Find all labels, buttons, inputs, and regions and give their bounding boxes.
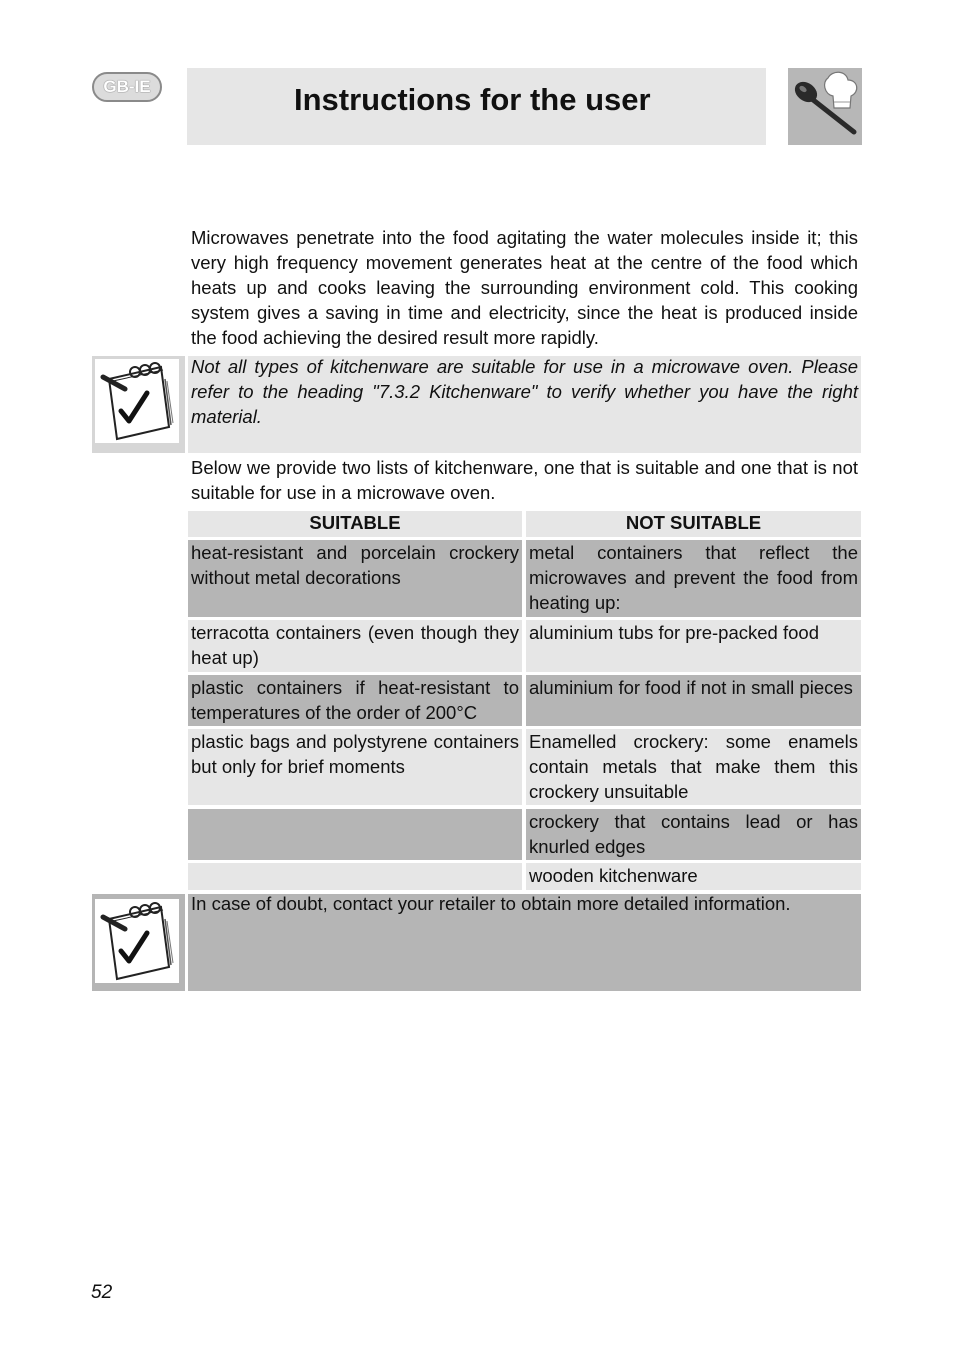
table-cell: crockery that contains lead or has knurled edges xyxy=(526,809,861,860)
column-header-suitable: SUITABLE xyxy=(188,511,522,537)
chef-spoon-icon xyxy=(788,68,862,145)
table-cell: plastic bags and polystyrene containers but only for brief moments xyxy=(188,729,522,805)
note-text: In case of doubt, contact your retailer to obtain more detailed information. xyxy=(191,893,791,914)
note-band xyxy=(188,356,861,453)
page-number: 52 xyxy=(91,1282,113,1303)
notepad-check-icon xyxy=(95,359,179,443)
table-cell: aluminium for food if not in small pieces xyxy=(526,675,861,726)
note-text: Not all types of kitchenware are suitable for use in a microwave oven. Please refer to the heading "7.3.2 Kitchenware" to verify whether you have the right material. xyxy=(191,356,858,427)
table-cell: aluminium tubs for pre-packed food xyxy=(526,620,861,672)
notepad-check-icon xyxy=(95,899,179,983)
column-header-not-suitable: NOT SUITABLE xyxy=(526,511,861,537)
region-badge: GB-IE xyxy=(92,72,162,102)
table-cell: plastic containers if heat-resistant to temperatures of the order of 200°C xyxy=(188,675,522,726)
page-title: Instructions for the user xyxy=(294,82,651,117)
lists-intro-paragraph: Below we provide two lists of kitchenware, one that is suitable and one that is not suitable for use in a microwave oven. xyxy=(191,457,858,503)
table-cell: wooden kitchenware xyxy=(526,863,861,890)
note-icon-box xyxy=(92,894,185,991)
table-cell: Enamelled crockery: some enamels contain metals that make them this crockery unsuitable xyxy=(526,729,861,805)
table-cell xyxy=(188,809,522,860)
table-cell: metal containers that reflect the microwaves and prevent the food from heating up: xyxy=(526,540,861,617)
table-cell: terracotta containers (even though they heat up) xyxy=(188,620,522,672)
note-band xyxy=(188,894,861,991)
intro-paragraph: Microwaves penetrate into the food agitating the water molecules inside it; this very high frequency movement generates heat at the centre of the food which heats up and cooks leaving the surrounding environment cold. This cooking system gives a saving in time and electricity, since the heat is produced inside the food achieving the desired result more rapidly. xyxy=(191,227,858,348)
table-cell xyxy=(188,863,522,890)
title-band xyxy=(187,68,766,145)
note-icon-box xyxy=(92,356,185,453)
table-cell: heat-resistant and porcelain crockery without metal decorations xyxy=(188,540,522,617)
